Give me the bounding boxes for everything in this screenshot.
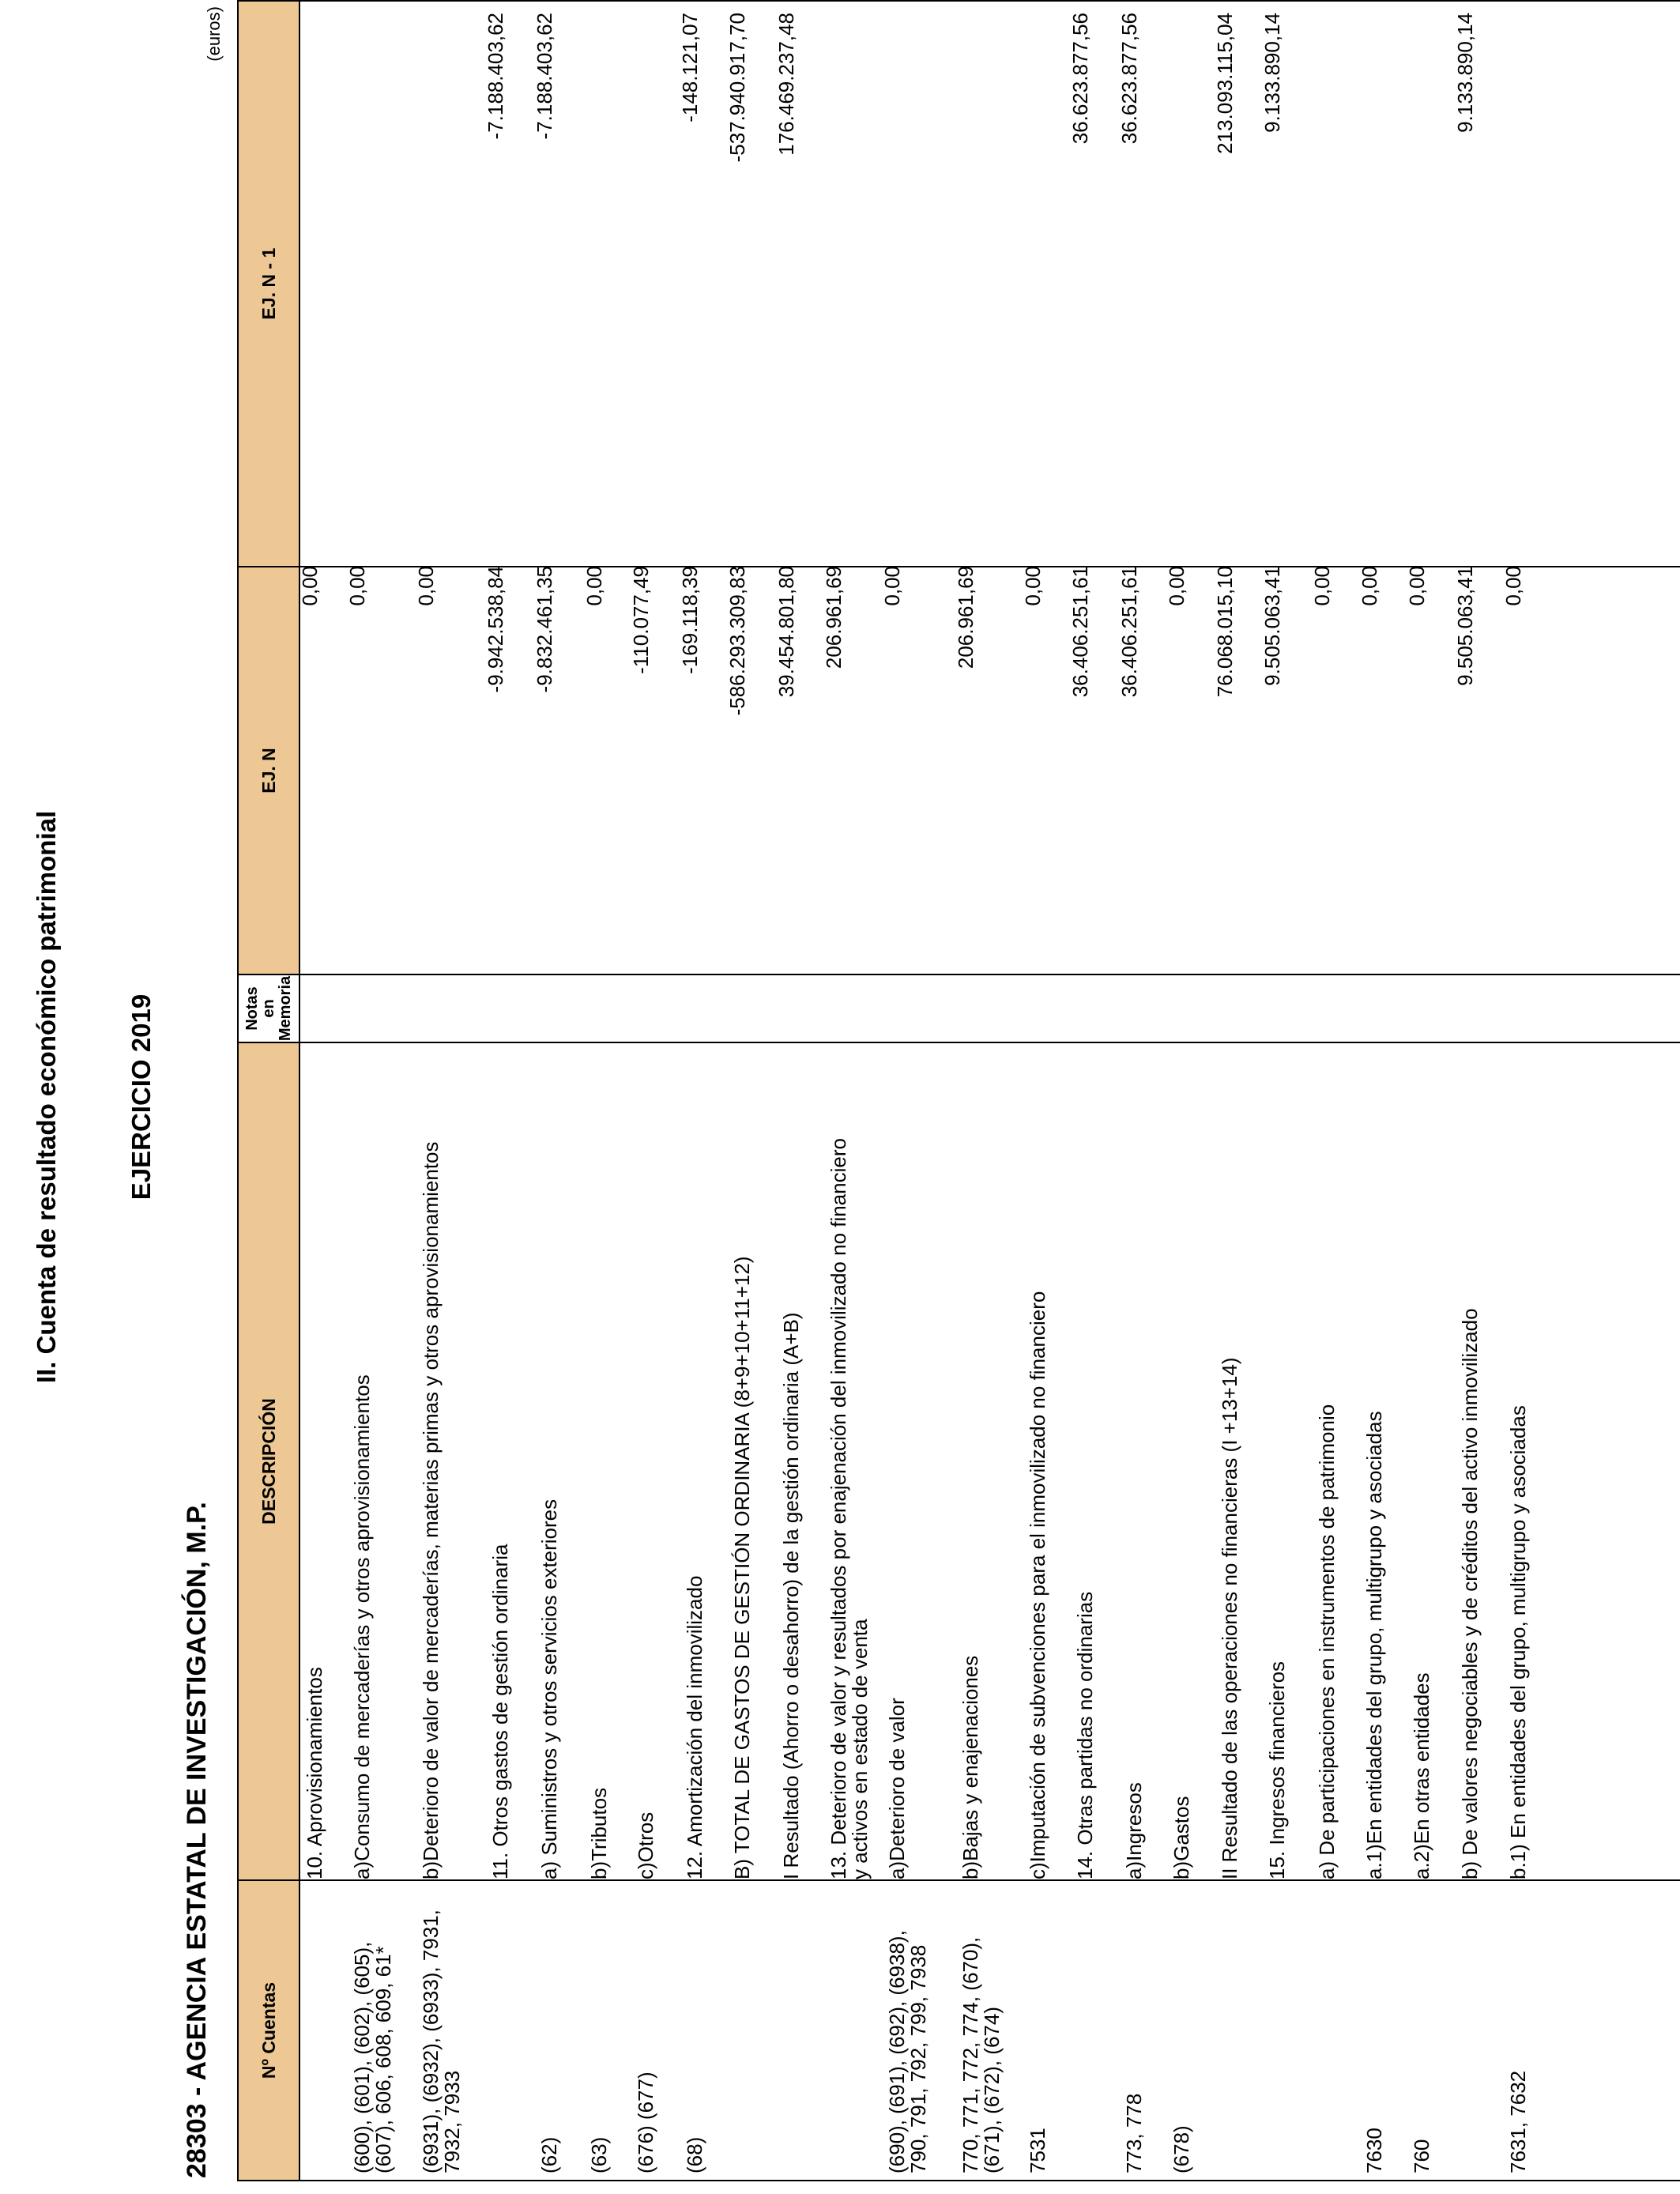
cell-cuentas: (63)	[587, 2136, 611, 2173]
cell-ej-n-1: 213.093.115,04	[1213, 13, 1237, 154]
cell-ej-n: 0,00	[1358, 566, 1381, 606]
cell-ej-n: -9.942.538,84	[484, 566, 507, 693]
cell-ej-n: 9.505.063,41	[1260, 566, 1284, 686]
cell-cuentas: (68)	[683, 2136, 706, 2173]
cell-ej-n-1: -7.188.403,62	[484, 13, 507, 140]
cell-cuentas: (678)	[1170, 2125, 1193, 2173]
currency-unit: (euros)	[204, 6, 224, 62]
cell-ej-n: 0,00	[414, 566, 438, 606]
cell-cuentas: (600), (601), (602), (605), (607), 606, 608, 609, 61*	[350, 1941, 395, 2173]
cell-ej-n: 0,00	[1501, 566, 1525, 606]
header-descripcion: DESCRIPCIÓN	[237, 1042, 300, 1879]
cell-ej-n-1: 36.623.877,56	[1068, 13, 1092, 145]
cell-descripcion: a)Ingresos	[1122, 1782, 1146, 1879]
cell-ej-n: -586.293.309,83	[725, 566, 749, 716]
cell-ej-n: 0,00	[1310, 566, 1334, 606]
cell-descripcion: b.1) En entidades del grupo, multigrupo y asociadas	[1506, 1405, 1530, 1879]
cell-cuentas: 770, 771, 772, 774, (670), (671), (672), (674)	[959, 1936, 1004, 2173]
cell-descripcion: b)Tributos	[587, 1787, 611, 1879]
cell-ej-n: 0,00	[582, 566, 606, 606]
cell-ej-n-1: 9.133.890,14	[1260, 13, 1284, 133]
cell-ej-n-1: 9.133.890,14	[1453, 13, 1477, 133]
header-ej-n: EJ. N	[237, 566, 300, 974]
cell-descripcion: a.1)En entidades del grupo, multigrupo y asociadas	[1362, 1411, 1386, 1879]
cell-descripcion: 11. Otros gastos de gestión ordinaria	[488, 1544, 512, 1879]
cell-cuentas: 773, 778	[1122, 2093, 1146, 2173]
entity-name: 28303 - AGENCIA ESTATAL DE INVESTIGACIÓN, M.P.	[182, 1502, 212, 2178]
cell-cuentas: (690), (691), (692), (6938), 790, 791, 792, 799, 7938	[885, 1930, 930, 2173]
cell-cuentas: 7531	[1026, 2128, 1049, 2173]
header-cuentas: Nº Cuentas	[237, 1879, 300, 2181]
cell-descripcion: b)Gastos	[1170, 1796, 1193, 1879]
cell-descripcion: a)Consumo de mercaderías y otros aprovisionamientos	[350, 1374, 374, 1879]
cell-ej-n-1: 176.469.237,48	[774, 13, 798, 156]
column-notas	[300, 974, 1680, 1042]
cell-descripcion: 10. Aprovisionamientos	[303, 1667, 326, 1879]
cell-ej-n-1: -148.121,07	[678, 13, 702, 123]
cell-ej-n: 76.068.015,10	[1213, 566, 1237, 698]
cell-descripcion: c)Imputación de subvenciones para el inmovilizado no financiero	[1026, 1291, 1049, 1879]
document-title: II. Cuenta de resultado económico patrimonial	[32, 810, 61, 1384]
header-notas: Notas en Memoria	[237, 974, 300, 1042]
cell-descripcion: b) De valores negociables y de créditos del activo inmovilizado	[1458, 1308, 1482, 1879]
cell-ej-n: 0,00	[1405, 566, 1429, 606]
cell-ej-n: 0,00	[1021, 566, 1045, 606]
exercise-title: EJERCICIO 2019	[126, 993, 156, 1201]
cell-cuentas: 7630	[1362, 2128, 1386, 2173]
cell-descripcion: I Resultado (Ahorro o desahorro) de la gestión ordinaria (A+B)	[779, 1312, 803, 1879]
cell-cuentas: (676) (677)	[634, 2071, 657, 2173]
cell-descripcion: b)Bajas y enajenaciones	[959, 1655, 982, 1879]
cell-descripcion: B) TOTAL DE GASTOS DE GESTIÓN ORDINARIA (8+9+10+11+12)	[730, 1256, 754, 1879]
cell-ej-n: -9.832.461,35	[533, 566, 556, 693]
cell-ej-n: 0,00	[880, 566, 904, 606]
cell-ej-n-1: -537.940.917,70	[725, 13, 749, 163]
cell-descripcion: a)Deterioro de valor	[885, 1698, 909, 1879]
cell-descripcion: a) Suministros y otros servicios exteriores	[537, 1498, 561, 1879]
cell-ej-n: 36.406.251,61	[1117, 566, 1141, 698]
cell-cuentas: (62)	[537, 2136, 561, 2173]
cell-ej-n: 206.961,69	[822, 566, 846, 669]
cell-cuentas: 760	[1410, 2139, 1433, 2173]
cell-descripcion: II Resultado de las operaciones no financieras (I +13+14)	[1218, 1357, 1241, 1879]
header-ej-n-1: EJ. N - 1	[237, 0, 300, 566]
cell-descripcion: a.2)En otras entidades	[1410, 1672, 1433, 1879]
cell-ej-n: -110.077,49	[629, 566, 653, 674]
cell-ej-n: 0,00	[1165, 566, 1188, 606]
cell-ej-n: -169.118,39	[678, 566, 702, 674]
cell-ej-n: 0,00	[298, 566, 322, 606]
cell-descripcion: c)Otros	[634, 1811, 657, 1879]
cell-cuentas: (6931), (6932), (6933), 7931, 7932, 7933	[419, 1909, 464, 2173]
cell-descripcion-continuation: y activos en estado de venta	[848, 1619, 872, 1879]
cell-cuentas: 7631, 7632	[1506, 2070, 1530, 2173]
cell-ej-n-1: 36.623.877,56	[1117, 13, 1141, 145]
cell-ej-n: 206.961,69	[954, 566, 977, 669]
cell-ej-n: 0,00	[345, 566, 369, 606]
cell-descripcion: a) De participaciones en instrumentos de patrimonio	[1315, 1404, 1339, 1879]
cell-ej-n: 36.406.251,61	[1068, 566, 1092, 698]
cell-descripcion: 12. Amortización del inmovilizado	[683, 1575, 706, 1879]
cell-ej-n: 39.454.801,80	[774, 566, 798, 698]
results-table	[237, 0, 1680, 2181]
cell-ej-n-1: -7.188.403,62	[533, 13, 556, 140]
cell-ej-n: 9.505.063,41	[1453, 566, 1477, 686]
cell-descripcion: b)Deterioro de valor de mercaderías, materias primas y otros aprovisionamientos	[419, 1141, 443, 1879]
cell-descripcion: 13. Deterioro de valor y resultados por enajenación del inmovilizado no financiero	[827, 1138, 850, 1879]
cell-descripcion: 14. Otras partidas no ordinarias	[1073, 1591, 1097, 1879]
cell-descripcion: 15. Ingresos financieros	[1265, 1661, 1289, 1879]
